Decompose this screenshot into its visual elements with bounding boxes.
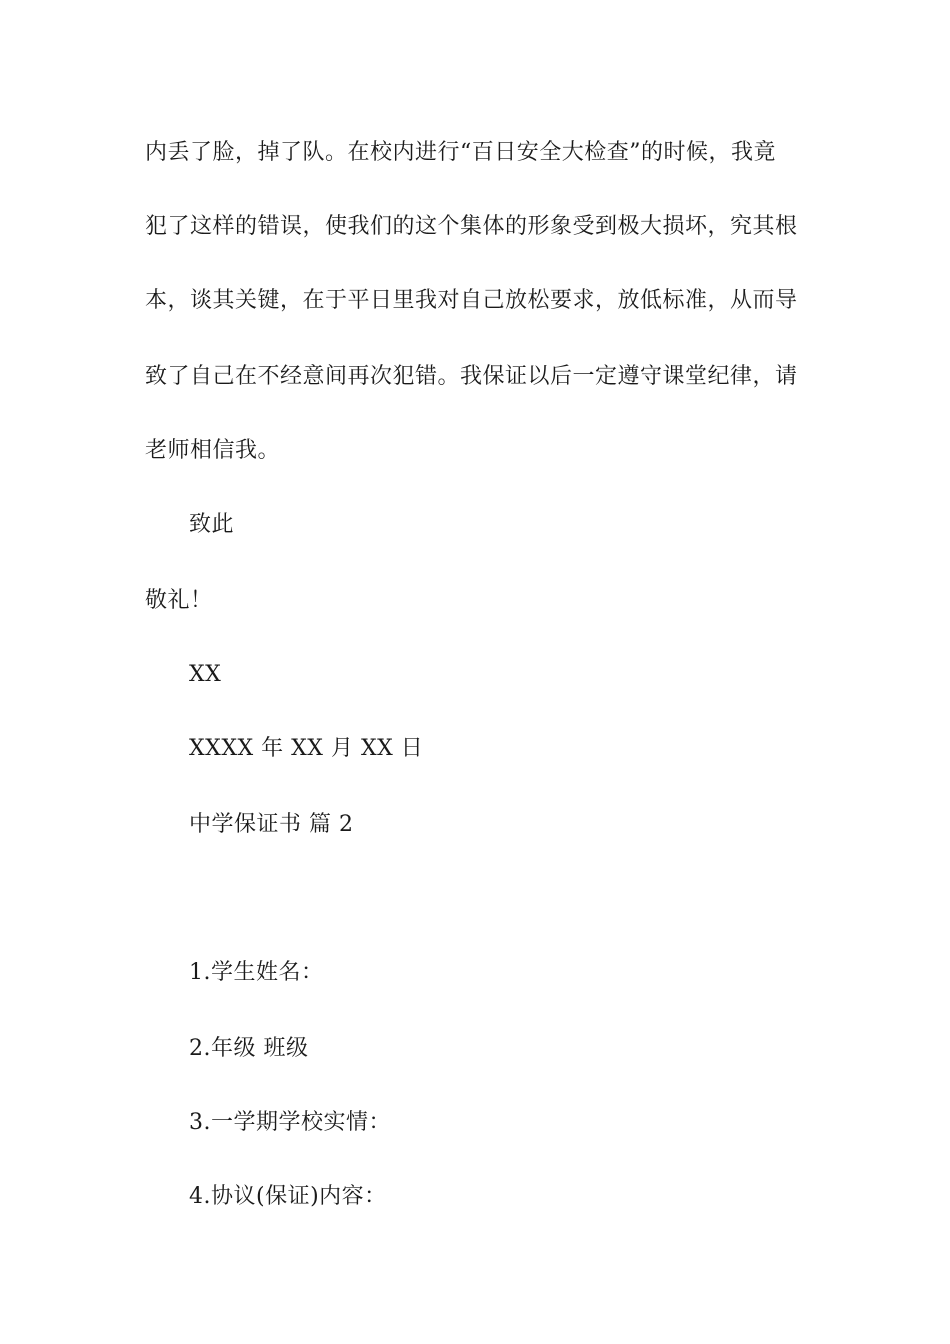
date-text: XXXX 年 XX 月 XX 日: [189, 736, 424, 761]
form-item: 1.学生姓名：: [189, 960, 324, 985]
paragraph-line: 致了自己在不经意间再次犯错。我保证以后一定遵守课堂纪律，请: [145, 364, 798, 389]
signature-text: XX: [189, 662, 222, 687]
closing-text: 致此: [189, 512, 235, 537]
paragraph-line: 本，谈其关键，在于平日里我对自己放松要求，放低标准，从而导: [145, 288, 798, 313]
form-item: 2.年级 班级: [189, 1036, 309, 1061]
paragraph-line: 内丢了脸，掉了队。在校内进行“百日安全大检查”的时候，我竟: [145, 140, 776, 165]
section-title: 中学保证书 篇 2: [189, 812, 354, 837]
form-item: 4.协议(保证)内容：: [189, 1184, 387, 1209]
paragraph-line: 犯了这样的错误，使我们的这个集体的形象受到极大损坏，究其根: [145, 214, 798, 239]
paragraph-line: 老师相信我。: [145, 438, 281, 463]
salutation-text: 敬礼！: [145, 588, 213, 613]
form-item: 3.一学期学校实情：: [189, 1110, 391, 1135]
